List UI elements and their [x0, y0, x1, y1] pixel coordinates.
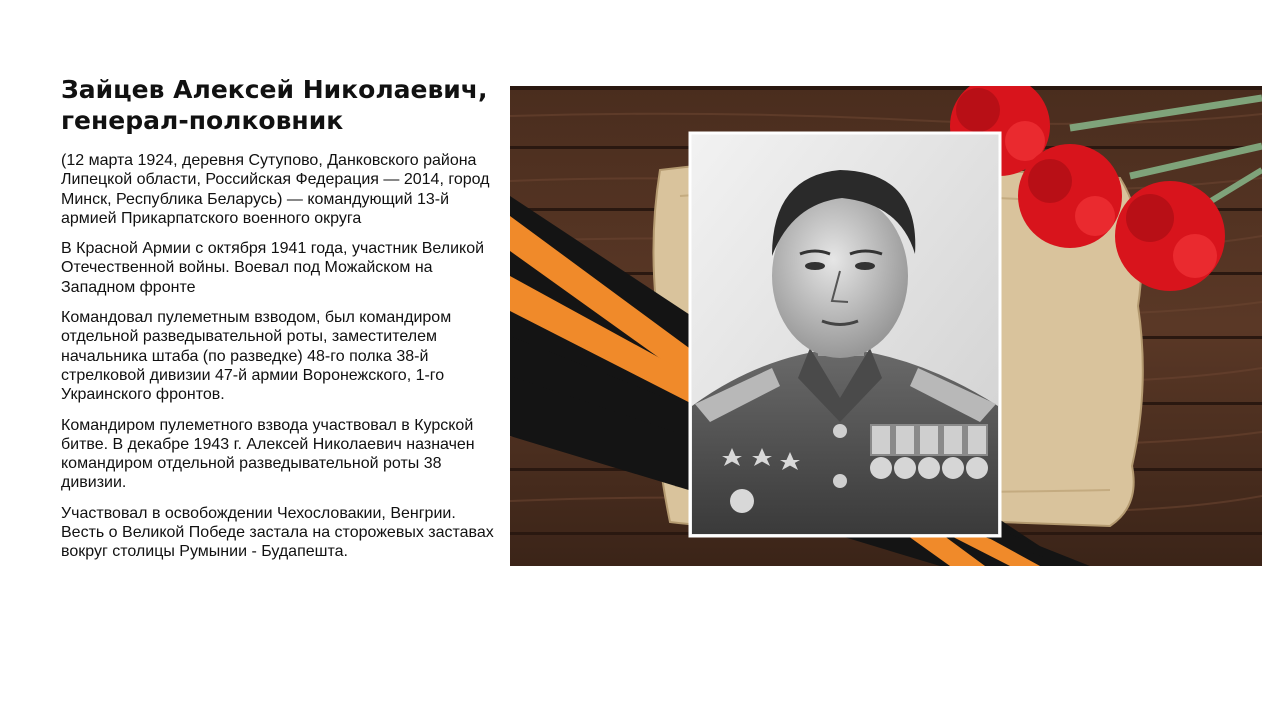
title-line-rank: генерал-полковник	[61, 106, 344, 135]
paragraph-commands: Командовал пулеметным взводом, был командиром отдельной разведывательной роты, заместителем начальника штаба (по разведке) 48-го полка 38-й стрелковой дивизии 47-й армии Воронежского, 1-го Украинского фронтов.	[61, 309, 452, 404]
memorial-picture	[510, 86, 1262, 566]
biography-text	[61, 151, 501, 573]
title-line-name: Зайцев Алексей Николаевич,	[61, 75, 488, 104]
paragraph-red-army: В Красной Армии с октября 1941 года, участник Великой Отечественной войны. Воевал под Можайском на Западном фронте	[61, 240, 485, 296]
medal-bar	[870, 424, 988, 479]
portrait-photo	[690, 133, 1000, 536]
slide-title	[61, 74, 501, 136]
paragraph-kursk: Командиром пулеметного взвода участвовал в Курской битве. В декабре 1943 г. Алексей Николаевич назначен командиром отдельной разведывательной роты 38 дивизии.	[61, 416, 475, 492]
paragraph-liberation: Участвовал в освобождении Чехословакии, Венгрии. Весть о Великой Победе застала на сторожевых заставах вокруг столицы Румынии - Будапешта.	[61, 504, 494, 561]
paragraph-birth-death: (12 марта 1924, деревня Сутупово, Данковского района Липецкой области, Российская Федерация — 2014, город Минск, Республика Беларусь) — командующий 13-й армией Прикарпатского военного округа	[61, 152, 490, 227]
